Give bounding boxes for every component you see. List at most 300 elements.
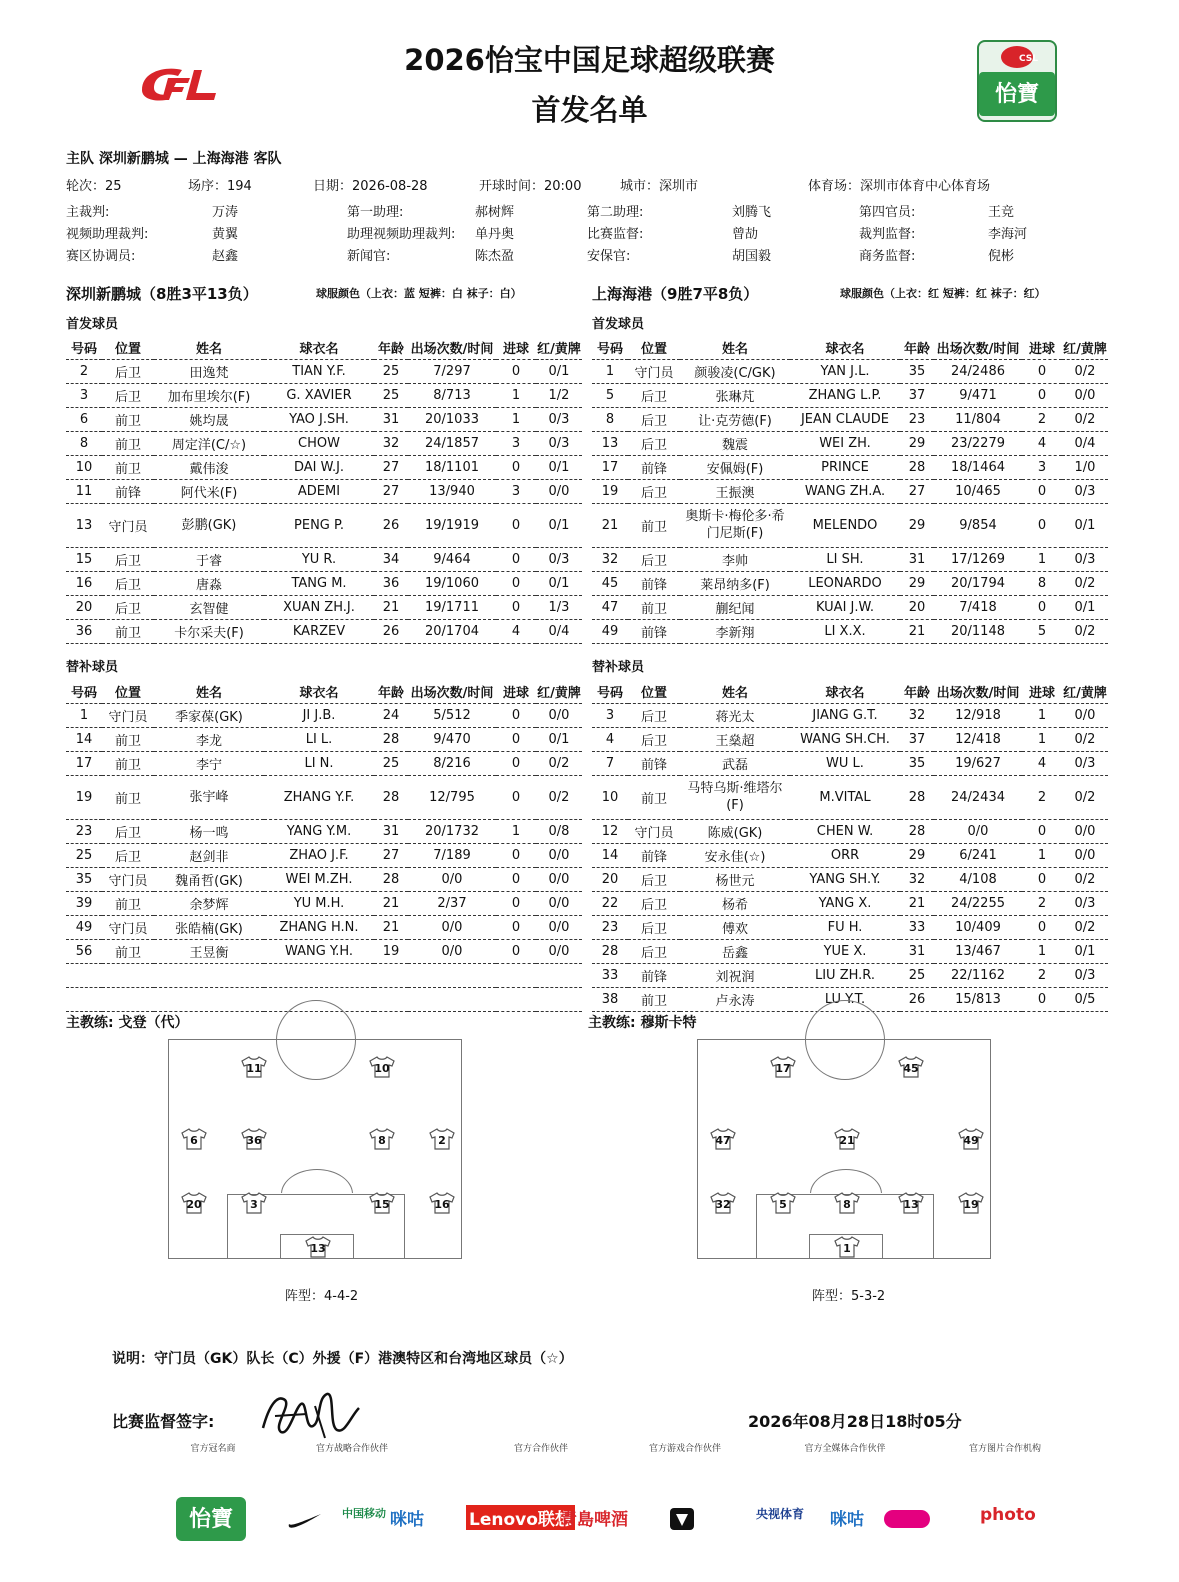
player-shirt-icon <box>958 1192 984 1214</box>
cell-name: 李新翔 <box>680 619 790 643</box>
cell-shirt-name: YANG Y.M. <box>264 819 374 843</box>
cell-goals: 0 <box>496 775 536 819</box>
cell-goals: 0 <box>496 547 536 571</box>
cell-name: 魏甬哲(GK) <box>154 867 264 891</box>
cell-shirt-name: YANG X. <box>790 891 900 915</box>
cell-age: 35 <box>900 359 934 383</box>
cell-goals: 1 <box>496 383 536 407</box>
sponsor-china-mobile: 中国移动 <box>342 1507 386 1520</box>
officials-row-2: 视频助理裁判: 黄翼 助理视频助理裁判: 单丹奥 比赛监督: 曾劼 裁判监督: 李海河 <box>66 227 1028 242</box>
cell-number: 11 <box>66 479 102 503</box>
table-row <box>592 891 1108 915</box>
cell-name: 阿代米(F) <box>154 479 264 503</box>
cell-position: 后卫 <box>628 547 680 571</box>
cell-shirt-name: PRINCE <box>790 455 900 479</box>
table-row <box>66 915 582 939</box>
column-header-cards: 红/黄牌 <box>536 681 582 703</box>
cell-number: 36 <box>66 619 102 643</box>
home-formation: 阵型：4-4-2 <box>285 1289 359 1304</box>
away-subs-table <box>592 681 1108 1012</box>
cell-name: 刘祝润 <box>680 963 790 987</box>
cell-age: 21 <box>374 915 408 939</box>
cell-cards: 0/0 <box>536 939 582 963</box>
cell-appearances: 15/813 <box>934 987 1022 1011</box>
cell-goals: 0 <box>1022 595 1062 619</box>
player-shirt-icon <box>958 1128 984 1150</box>
cell-age: 37 <box>900 383 934 407</box>
cell-goals: 5 <box>1022 619 1062 643</box>
column-header-shirt-name: 球衣名 <box>264 337 374 359</box>
cell-number: 3 <box>66 383 102 407</box>
column-header-number: 号码 <box>592 681 628 703</box>
table-row <box>66 727 582 751</box>
sponsor-cctv-sports: 央视体育 <box>756 1507 805 1521</box>
cell-age: 28 <box>900 455 934 479</box>
cell-number: 16 <box>66 571 102 595</box>
cell-goals: 0 <box>496 867 536 891</box>
shirt-number: 15 <box>374 1198 390 1211</box>
cell-number: 12 <box>592 819 628 843</box>
player-shirt-icon <box>181 1128 207 1150</box>
cell-shirt-name: ZHANG L.P. <box>790 383 900 407</box>
cell-shirt-name: JEAN CLAUDE <box>790 407 900 431</box>
cell-number: 49 <box>592 619 628 643</box>
column-header-goals: 进球 <box>1022 337 1062 359</box>
cell-name: 余梦辉 <box>154 891 264 915</box>
cell-cards: 0/1 <box>536 571 582 595</box>
shirt-number: 1 <box>843 1242 851 1255</box>
shirt-number: 2 <box>438 1134 446 1147</box>
cell-name: 奥斯卡·梅伦多·希门尼斯(F) <box>680 503 790 547</box>
cell-shirt-name: YAN J.L. <box>790 359 900 383</box>
cell-shirt-name: YUE X. <box>790 939 900 963</box>
cell-position: 后卫 <box>102 595 154 619</box>
cell-goals: 0 <box>496 727 536 751</box>
cell-name: 张宇峰 <box>154 775 264 819</box>
cell-position: 前卫 <box>628 503 680 547</box>
table-row <box>592 963 1108 987</box>
player-shirt-icon <box>770 1056 796 1078</box>
cell-age: 34 <box>374 547 408 571</box>
cell-appearances: 0/0 <box>408 939 496 963</box>
cell-age: 19 <box>374 939 408 963</box>
cell-goals: 0 <box>496 595 536 619</box>
match-date: 日期：2026-08-28 <box>313 179 428 194</box>
cell-cards: 0/0 <box>1062 819 1108 843</box>
cell-cards: 0/0 <box>536 915 582 939</box>
column-header-shirt-name: 球衣名 <box>790 337 900 359</box>
stadium: 体育场：深圳市体育中心体育场 <box>808 179 991 194</box>
legend-note: 说明：守门员（GK）队长（C）外援（F）港澳特区和台湾地区球员（☆） <box>112 1351 573 1367</box>
cell-name: 唐淼 <box>154 571 264 595</box>
cell-goals: 1 <box>1022 939 1062 963</box>
cell-shirt-name: TANG M. <box>264 571 374 595</box>
cell-appearances: 13/467 <box>934 939 1022 963</box>
sponsor-label-title: 官方冠名商 <box>190 1444 236 1454</box>
cell-age: 28 <box>900 775 934 819</box>
table-row <box>66 939 582 963</box>
cell-shirt-name: CHOW <box>264 431 374 455</box>
cell-number: 2 <box>66 359 102 383</box>
cell-number: 35 <box>66 867 102 891</box>
cell-appearances: 9/471 <box>934 383 1022 407</box>
center-circle <box>805 1000 885 1080</box>
cell-number: 45 <box>592 571 628 595</box>
table-row <box>66 867 582 891</box>
cell-cards: 0/3 <box>1062 751 1108 775</box>
page-title: 2026怡宝中国足球超级联赛 <box>404 43 775 77</box>
cell-goals: 0 <box>1022 987 1062 1011</box>
cell-position: 守门员 <box>102 915 154 939</box>
cell-shirt-name: MELENDO <box>790 503 900 547</box>
cell-cards: 0/0 <box>536 703 582 727</box>
shirt-number: 8 <box>843 1198 851 1211</box>
shirt-number: 13 <box>903 1198 919 1211</box>
column-header-shirt-name: 球衣名 <box>264 681 374 703</box>
cell-position: 后卫 <box>102 571 154 595</box>
player-shirt-icon <box>429 1192 455 1214</box>
cell-position: 后卫 <box>628 479 680 503</box>
cell-goals: 0 <box>496 751 536 775</box>
cell-age: 29 <box>900 503 934 547</box>
cell-number: 20 <box>592 867 628 891</box>
column-header-goals: 进球 <box>1022 681 1062 703</box>
cell-position: 后卫 <box>628 939 680 963</box>
cell-cards: 0/0 <box>1062 843 1108 867</box>
shirt-number: 49 <box>963 1134 979 1147</box>
cell-shirt-name: TIAN Y.F. <box>264 359 374 383</box>
column-header-number: 号码 <box>592 337 628 359</box>
cell-cards: 0/0 <box>1062 383 1108 407</box>
sponsor-yibao: 怡寶 <box>176 1497 246 1541</box>
cell-cards: 0/2 <box>1062 915 1108 939</box>
cell-position: 后卫 <box>628 867 680 891</box>
cell-number: 21 <box>592 503 628 547</box>
table-row <box>66 571 582 595</box>
cell-position: 前卫 <box>102 775 154 819</box>
match-number: 场序：194 <box>188 179 252 194</box>
player-shirt-icon <box>834 1128 860 1150</box>
cell-goals: 4 <box>496 619 536 643</box>
cell-shirt-name: M.VITAL <box>790 775 900 819</box>
table-row <box>592 939 1108 963</box>
table-row <box>592 383 1108 407</box>
officials-row-3: 赛区协调员: 赵鑫 新闻官: 陈杰盈 安保官: 胡国毅 商务监督: 倪彬 <box>66 249 1015 264</box>
cell-cards: 0/1 <box>536 727 582 751</box>
cell-name: 张皓楠(GK) <box>154 915 264 939</box>
cell-cards: 1/3 <box>536 595 582 619</box>
cell-shirt-name: DAI W.J. <box>264 455 374 479</box>
table-row <box>592 503 1108 547</box>
away-formation-pitch <box>697 1039 991 1259</box>
column-header-appearances: 出场次数/时间 <box>934 681 1022 703</box>
penalty-arc <box>281 1169 353 1219</box>
cell-number: 23 <box>66 819 102 843</box>
cell-cards: 0/0 <box>1062 703 1108 727</box>
cell-number: 19 <box>592 479 628 503</box>
cell-name: 岳鑫 <box>680 939 790 963</box>
cell-position: 前锋 <box>628 843 680 867</box>
cell-age: 26 <box>374 503 408 547</box>
cell-name: 魏震 <box>680 431 790 455</box>
cell-shirt-name: ZHANG Y.F. <box>264 775 374 819</box>
cell-appearances: 5/512 <box>408 703 496 727</box>
sponsor-migu: 咪咕 <box>390 1510 424 1530</box>
cell-goals: 0 <box>496 703 536 727</box>
cell-number: 23 <box>592 915 628 939</box>
cell-appearances: 2/37 <box>408 891 496 915</box>
sponsor-tsingtao: 青島啤酒 <box>560 1510 628 1530</box>
cell-name: 李宁 <box>154 751 264 775</box>
cell-cards: 0/2 <box>1062 359 1108 383</box>
cell-appearances: 20/1794 <box>934 571 1022 595</box>
cell-number: 14 <box>592 843 628 867</box>
cell-appearances: 20/1732 <box>408 819 496 843</box>
table-row <box>592 751 1108 775</box>
cell-goals: 0 <box>1022 819 1062 843</box>
cell-name: 卡尔采夫(F) <box>154 619 264 643</box>
cell-goals: 3 <box>1022 455 1062 479</box>
cell-cards: 0/0 <box>536 843 582 867</box>
cell-cards: 0/2 <box>1062 727 1108 751</box>
table-row <box>66 431 582 455</box>
teams-line: 主队 深圳新鹏城 — 上海海港 客队 <box>66 151 282 167</box>
cell-appearances: 8/216 <box>408 751 496 775</box>
cell-goals: 2 <box>1022 775 1062 819</box>
sponsor-pink-logo-icon <box>884 1510 930 1528</box>
shirt-number: 45 <box>903 1062 919 1075</box>
cell-age: 35 <box>900 751 934 775</box>
table-row <box>66 819 582 843</box>
cell-appearances: 12/418 <box>934 727 1022 751</box>
officials-row-1: 主裁判: 万涛 第一助理: 郝树辉 第二助理: 刘腾飞 第四官员: 王竞 <box>66 205 1015 220</box>
cell-shirt-name: ADEMI <box>264 479 374 503</box>
column-header-number: 号码 <box>66 681 102 703</box>
table-row <box>66 407 582 431</box>
sponsor-lenovo: Lenovo联想 <box>466 1505 575 1530</box>
cell-number: 8 <box>592 407 628 431</box>
table-row <box>66 455 582 479</box>
away-team-record: 上海海港（9胜7平8负） <box>592 285 759 303</box>
column-header-age: 年龄 <box>374 337 408 359</box>
cell-goals: 4 <box>1022 431 1062 455</box>
cell-appearances: 7/189 <box>408 843 496 867</box>
cell-appearances: 7/297 <box>408 359 496 383</box>
cell-shirt-name: YANG SH.Y. <box>790 867 900 891</box>
table-row <box>66 547 582 571</box>
cell-goals: 0 <box>1022 915 1062 939</box>
player-shirt-icon <box>710 1192 736 1214</box>
sponsor-label-photo: 官方图片合作机构 <box>968 1444 1041 1454</box>
cell-position: 守门员 <box>628 819 680 843</box>
cell-number: 17 <box>592 455 628 479</box>
cell-appearances: 24/2434 <box>934 775 1022 819</box>
cell-name: 姚均晟 <box>154 407 264 431</box>
player-shirt-icon <box>369 1128 395 1150</box>
cell-position: 后卫 <box>628 383 680 407</box>
cell-shirt-name: YU R. <box>264 547 374 571</box>
cell-position: 前锋 <box>628 963 680 987</box>
cell-appearances: 19/1919 <box>408 503 496 547</box>
table-row <box>592 619 1108 643</box>
cell-shirt-name: LEONARDO <box>790 571 900 595</box>
cell-position: 后卫 <box>628 727 680 751</box>
center-circle <box>276 1000 356 1080</box>
cell-age: 36 <box>374 571 408 595</box>
cell-age: 33 <box>900 915 934 939</box>
cell-appearances: 19/627 <box>934 751 1022 775</box>
column-header-position: 位置 <box>102 337 154 359</box>
cell-shirt-name: JIANG G.T. <box>790 703 900 727</box>
cell-shirt-name: XUAN ZH.J. <box>264 595 374 619</box>
cell-position: 后卫 <box>628 915 680 939</box>
cell-age: 26 <box>374 619 408 643</box>
cell-shirt-name: ORR <box>790 843 900 867</box>
cell-shirt-name: KUAI J.W. <box>790 595 900 619</box>
cell-number: 13 <box>66 503 102 547</box>
cell-cards: 0/2 <box>1062 619 1108 643</box>
cell-goals: 1 <box>1022 843 1062 867</box>
cell-shirt-name: KARZEV <box>264 619 374 643</box>
cell-appearances: 12/918 <box>934 703 1022 727</box>
cell-shirt-name: WANG Y.H. <box>264 939 374 963</box>
cell-goals: 1 <box>1022 727 1062 751</box>
cell-cards: 1/0 <box>1062 455 1108 479</box>
cell-name: 王昱衡 <box>154 939 264 963</box>
cell-goals: 0 <box>1022 359 1062 383</box>
cell-name: 加布里埃尔(F) <box>154 383 264 407</box>
cell-number: 14 <box>66 727 102 751</box>
away-subs-label: 替补球员 <box>592 660 645 675</box>
cell-age: 27 <box>374 455 408 479</box>
table-row <box>66 751 582 775</box>
cell-cards: 0/1 <box>536 455 582 479</box>
table-row <box>592 915 1108 939</box>
cell-age: 32 <box>900 703 934 727</box>
cell-cards: 0/0 <box>536 867 582 891</box>
table-row <box>66 595 582 619</box>
column-header-name: 姓名 <box>154 681 264 703</box>
cell-cards: 0/3 <box>1062 891 1108 915</box>
cell-age: 32 <box>374 431 408 455</box>
cell-cards: 0/4 <box>1062 431 1108 455</box>
cell-appearances: 24/2486 <box>934 359 1022 383</box>
cell-name: 周定洋(C/☆) <box>154 431 264 455</box>
cell-goals: 2 <box>1022 891 1062 915</box>
cell-appearances: 20/1704 <box>408 619 496 643</box>
table-row <box>592 867 1108 891</box>
cell-goals: 0 <box>496 939 536 963</box>
cell-position: 前卫 <box>102 727 154 751</box>
cell-position: 前卫 <box>102 939 154 963</box>
page-subtitle: 首发名单 <box>531 93 648 127</box>
cell-age: 29 <box>900 431 934 455</box>
column-header-shirt-name: 球衣名 <box>790 681 900 703</box>
table-row <box>592 595 1108 619</box>
cell-age: 25 <box>374 359 408 383</box>
cell-goals: 0 <box>496 891 536 915</box>
cell-position: 前卫 <box>628 595 680 619</box>
away-formation: 阵型：5-3-2 <box>812 1289 886 1304</box>
cell-age: 25 <box>900 963 934 987</box>
cell-age: 31 <box>374 819 408 843</box>
cell-shirt-name: G. XAVIER <box>264 383 374 407</box>
cell-goals: 0 <box>1022 867 1062 891</box>
cell-appearances: 19/1060 <box>408 571 496 595</box>
column-header-name: 姓名 <box>154 337 264 359</box>
table-row <box>592 407 1108 431</box>
cell-cards: 0/0 <box>536 479 582 503</box>
table-row <box>592 431 1108 455</box>
column-header-age: 年龄 <box>900 337 934 359</box>
cell-goals: 0 <box>496 915 536 939</box>
cell-age: 28 <box>374 775 408 819</box>
player-shirt-icon <box>305 1236 331 1258</box>
cell-appearances: 10/409 <box>934 915 1022 939</box>
cell-position: 守门员 <box>628 359 680 383</box>
player-shirt-icon <box>241 1192 267 1214</box>
cell-cards: 0/1 <box>536 503 582 547</box>
shirt-number: 13 <box>310 1242 326 1255</box>
table-row <box>592 703 1108 727</box>
cell-number: 19 <box>66 775 102 819</box>
cell-cards: 0/1 <box>1062 939 1108 963</box>
signature-label: 比赛监督签字: <box>112 1412 215 1431</box>
shirt-number: 8 <box>378 1134 386 1147</box>
cell-name: 李龙 <box>154 727 264 751</box>
cell-position: 守门员 <box>102 867 154 891</box>
table-row <box>66 503 582 547</box>
csl-logo: CSL 怡寶 <box>977 40 1057 122</box>
table-row <box>66 891 582 915</box>
column-header-appearances: 出场次数/时间 <box>408 337 496 359</box>
cell-cards: 0/1 <box>536 359 582 383</box>
cell-shirt-name: LI N. <box>264 751 374 775</box>
cell-appearances: 22/1162 <box>934 963 1022 987</box>
cell-age: 29 <box>900 843 934 867</box>
cell-age: 29 <box>900 571 934 595</box>
cell-number: 32 <box>592 547 628 571</box>
table-row <box>66 359 582 383</box>
cell-goals: 0 <box>496 359 536 383</box>
player-shirt-icon <box>241 1056 267 1078</box>
cell-shirt-name: LIU ZH.R. <box>790 963 900 987</box>
cell-appearances: 0/0 <box>408 867 496 891</box>
cell-number: 56 <box>66 939 102 963</box>
cell-cards: 0/8 <box>536 819 582 843</box>
cell-position: 守门员 <box>102 703 154 727</box>
cell-position: 后卫 <box>102 383 154 407</box>
cell-number: 25 <box>66 843 102 867</box>
cell-goals: 1 <box>496 819 536 843</box>
cell-name: 玄智健 <box>154 595 264 619</box>
cell-goals: 0 <box>1022 383 1062 407</box>
cell-goals: 0 <box>496 503 536 547</box>
cell-name: 李帅 <box>680 547 790 571</box>
city: 城市：深圳市 <box>620 179 699 194</box>
cell-appearances: 0/0 <box>408 915 496 939</box>
cell-number: 5 <box>592 383 628 407</box>
column-header-cards: 红/黄牌 <box>1062 337 1108 359</box>
cell-goals: 1 <box>496 407 536 431</box>
home-subs-label: 替补球员 <box>66 660 119 675</box>
away-starters-table <box>592 337 1108 644</box>
cell-age: 27 <box>374 479 408 503</box>
kickoff-time: 开球时间：20:00 <box>479 179 582 194</box>
cell-appearances: 24/2255 <box>934 891 1022 915</box>
cell-position: 前锋 <box>628 455 680 479</box>
cell-name: 卢永涛 <box>680 987 790 1011</box>
